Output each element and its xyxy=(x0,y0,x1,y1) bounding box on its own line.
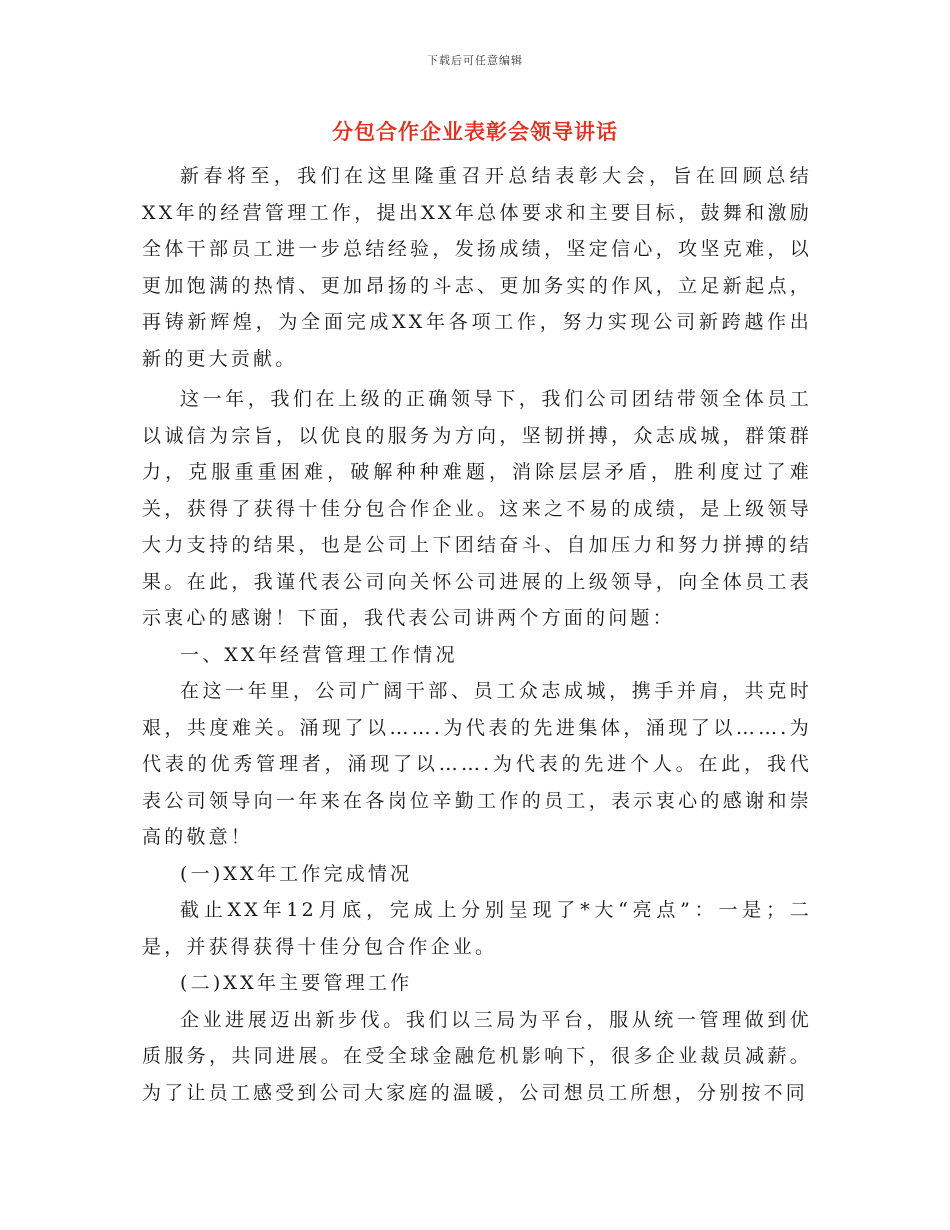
paragraph-opening: 新春将至，我们在这里隆重召开总结表彰大会，旨在回顾总结XX年的经营管理工作，提出XX年总体要求和主要目标，鼓舞和激励全体干部员工进一步总结经验，发扬成绩，坚定信心，攻坚克难，以更加饱满的热情、更加昂扬的斗志、更加务实的作风，立足新起点，再铸新辉煌，为全面完成XX年各项工作，努力实现公司新跨越作出新的更大贡献。 xyxy=(142,165,812,370)
paragraph-completion: 截止XX年12月底，完成上分别呈现了*大“亮点”：一是；二是，并获得获得十佳分包合作企业。 xyxy=(142,899,812,958)
subsection-heading-1: (一)XX年工作完成情况 xyxy=(180,862,413,885)
document-title: 分包合作企业表彰会领导讲话 xyxy=(332,119,618,144)
paragraph-achievements: 在这一年里，公司广阔干部、员工众志成城，携手并肩，共克时艰，共度难关。涌现了以…….为代表的先进集体，涌现了以…….为代表的优秀管理者，涌现了以…….为代表的先进个人。在此，我代表公司领导向一年来在各岗位辛勤工作的员工，表示衷心的感谢和崇高的敬意！ xyxy=(142,680,812,848)
paragraph-management: 企业进展迈出新步伐。我们以三局为平台，服从统一管理做到优质服务，共同进展。在受全球金融危机影响下，很多企业裁员减薪。为了让员工感受到公司大家庭的温暖，公司想员工所想，分别按不同 xyxy=(142,1008,812,1104)
document-body xyxy=(142,158,812,1111)
section-heading-1: 一、XX年经营管理工作情况 xyxy=(180,643,458,666)
page-header-note: 下载后可任意编辑 xyxy=(427,54,523,67)
subsection-heading-2: (二)XX年主要管理工作 xyxy=(180,972,413,994)
paragraph-year-review: 这一年，我们在上级的正确领导下，我们公司团结带领全体员工以诚信为宗旨，以优良的服务为方向，坚韧拼搏，众志成城，群策群力，克服重重困难，破解种种难题，消除层层矛盾，胜利度过了难关，获得了获得十佳分包合作企业。这来之不易的成绩，是上级领导大力支持的结果，也是公司上下团结奋斗、自加压力和努力拼搏的结果。在此，我谨代表公司向关怀公司进展的上级领导，向全体员工表示衷心的感谢！下面，我代表公司讲两个方面的问题： xyxy=(142,388,812,629)
